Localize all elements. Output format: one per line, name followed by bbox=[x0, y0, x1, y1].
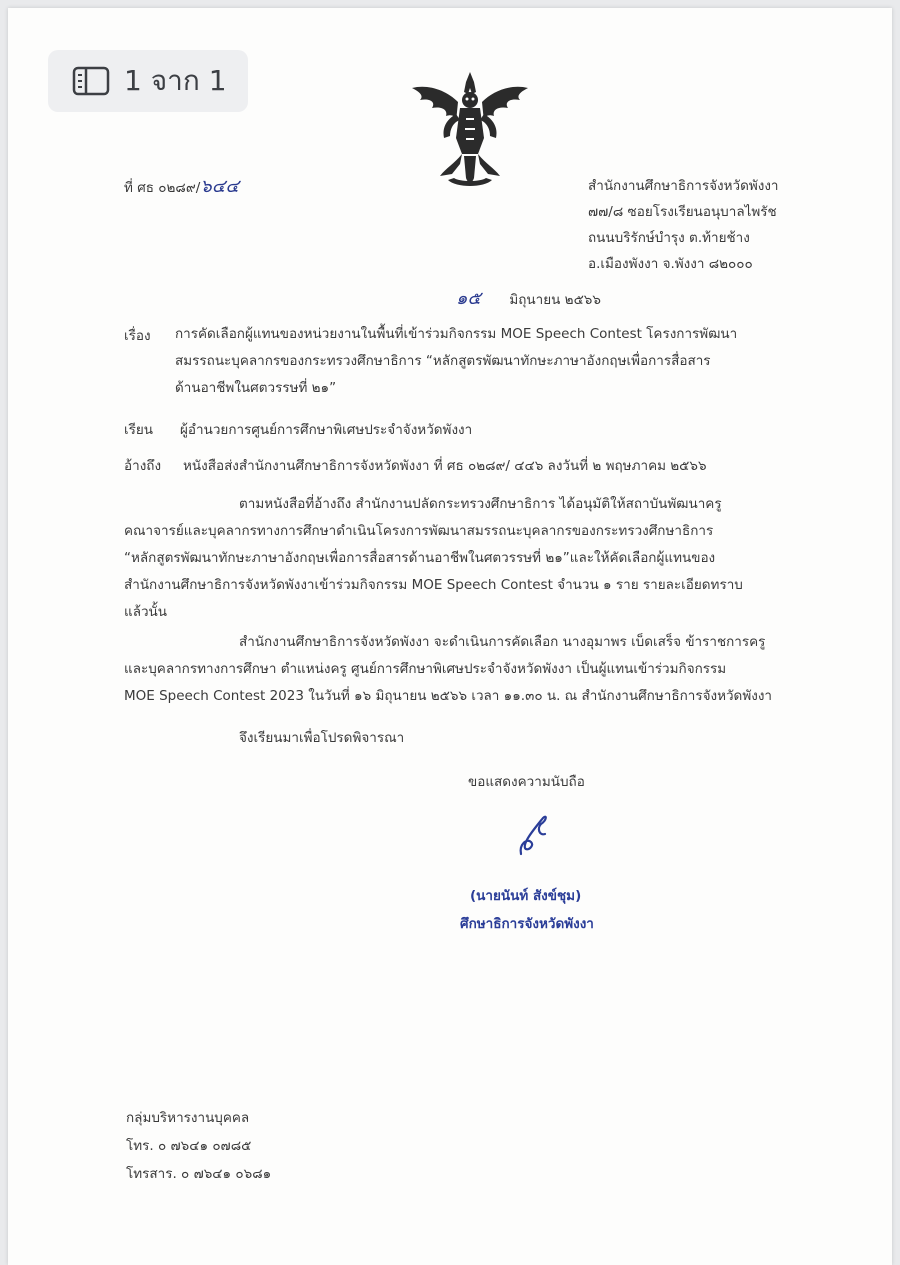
document-date bbox=[456, 290, 601, 308]
sender-address-line-3: ถนนบริรักษ์บำรุง ต.ท้ายช้าง bbox=[588, 230, 750, 246]
paragraph-1-line-3: “หลักสูตรพัฒนาทักษะภาษาอังกฤษเพื่อการสื่อสารด้านอาชีพในศตวรรษที่ ๒๑”และให้คัดเลือกผู้แทนของ bbox=[124, 550, 716, 566]
paragraph-2-line-2: และบุคลากรทางการศึกษา ตำแหน่งครู ศูนย์การศึกษาพิเศษประจำจังหวัดพังงา เป็นผู้แทนเข้าร่วมกิจกรรม bbox=[124, 661, 727, 677]
subject-line-3: ด้านอาชีพในศตวรรษที่ ๒๑” bbox=[175, 380, 337, 396]
recipient-text: ผู้อำนวยการศูนย์การศึกษาพิเศษประจำจังหวัดพังงา bbox=[180, 422, 473, 438]
body-paragraph-2 bbox=[124, 629, 772, 710]
signer-title: ศึกษาธิการจังหวัดพังงา bbox=[460, 916, 594, 932]
handwritten-signature bbox=[513, 808, 553, 860]
page-list-icon bbox=[72, 66, 110, 96]
recipient-label: เรียน bbox=[124, 422, 154, 438]
paragraph-1-line-5: แล้วนั้น bbox=[124, 604, 168, 620]
paragraph-1-line-1: ตามหนังสือที่อ้างถึง สำนักงานปลัดกระทรวงศึกษาธิการ ได้อนุมัติให้สถาบันพัฒนาครู bbox=[239, 496, 722, 512]
signer-name: (นายนันท์ สังข์ชุม) bbox=[470, 888, 582, 904]
subject-label: เรื่อง bbox=[124, 328, 151, 344]
body-paragraph-1 bbox=[124, 491, 743, 626]
subject-line-1: การคัดเลือกผู้แทนของหน่วยงานในพื้นที่เข้าร่วมกิจกรรม MOE Speech Contest โครงการพัฒนา bbox=[175, 326, 738, 342]
paragraph-2-line-3: MOE Speech Contest 2023 ในวันที่ ๑๖ มิถุนายน ๒๕๖๖ เวลา ๑๑.๓๐ น. ณ สำนักงานศึกษาธิการจังหวัดพังงา bbox=[124, 688, 772, 704]
sender-address-line-4: อ.เมืองพังงา จ.พังงา ๘๒๐๐๐ bbox=[588, 256, 753, 272]
footer-fax: โทรสาร. ๐ ๗๖๔๑ ๐๖๘๑ bbox=[126, 1166, 272, 1182]
sender-address-line-2: ๗๗/๘ ซอยโรงเรียนอนุบาลไพรัช bbox=[588, 204, 777, 220]
date-day-handwritten: ๑๕ bbox=[456, 288, 482, 309]
closing-request: จึงเรียนมาเพื่อโปรดพิจารณา bbox=[239, 730, 405, 746]
document-page bbox=[8, 8, 892, 1265]
paragraph-1-line-2: คณาจารย์และบุคลากรทางการศึกษาดำเนินโครงการพัฒนาสมรรถนะบุคลากรของกระทรวงศึกษาธิการ bbox=[124, 523, 714, 539]
reference-label: อ้างถึง bbox=[124, 458, 162, 474]
document-reference-number bbox=[124, 178, 239, 196]
garuda-emblem bbox=[406, 68, 534, 192]
paragraph-2-line-1: สำนักงานศึกษาธิการจังหวัดพังงา จะดำเนินการคัดเลือก นางอุมาพร เบ็ดเสร็จ ข้าราชการครู bbox=[239, 634, 766, 650]
subject-text bbox=[175, 321, 737, 402]
reference-text: หนังสือส่งสำนักงานศึกษาธิการจังหวัดพังงา ที่ ศธ ๐๒๘๙/ ๔๔๖ ลงวันที่ ๒ พฤษภาคม ๒๕๖๖ bbox=[183, 458, 707, 474]
sender-address-line-1: สำนักงานศึกษาธิการจังหวัดพังงา bbox=[588, 178, 779, 194]
paragraph-1-line-4: สำนักงานศึกษาธิการจังหวัดพังงาเข้าร่วมกิจกรรม MOE Speech Contest จำนวน ๑ ราย รายละเอียดทราบ bbox=[124, 577, 743, 593]
subject-line-2: สมรรถนะบุคลากรของกระทรวงศึกษาธิการ “หลักสูตรพัฒนาทักษะภาษาอังกฤษเพื่อการสื่อสาร bbox=[175, 353, 711, 369]
reference-prefix: ที่ ศธ ๐๒๘๙/ bbox=[124, 180, 201, 196]
footer-department: กลุ่มบริหารงานบุคคล bbox=[126, 1110, 250, 1126]
closing-salutation: ขอแสดงความนับถือ bbox=[468, 774, 585, 790]
page-counter-badge[interactable] bbox=[48, 50, 248, 112]
footer-phone: โทร. ๐ ๗๖๔๑ ๐๗๘๕ bbox=[126, 1138, 252, 1154]
date-month-year: มิถุนายน ๒๕๖๖ bbox=[509, 292, 601, 308]
reference-number-handwritten: ๖๔๔ bbox=[200, 176, 239, 197]
page-counter-text: 1 จาก 1 bbox=[124, 64, 227, 97]
